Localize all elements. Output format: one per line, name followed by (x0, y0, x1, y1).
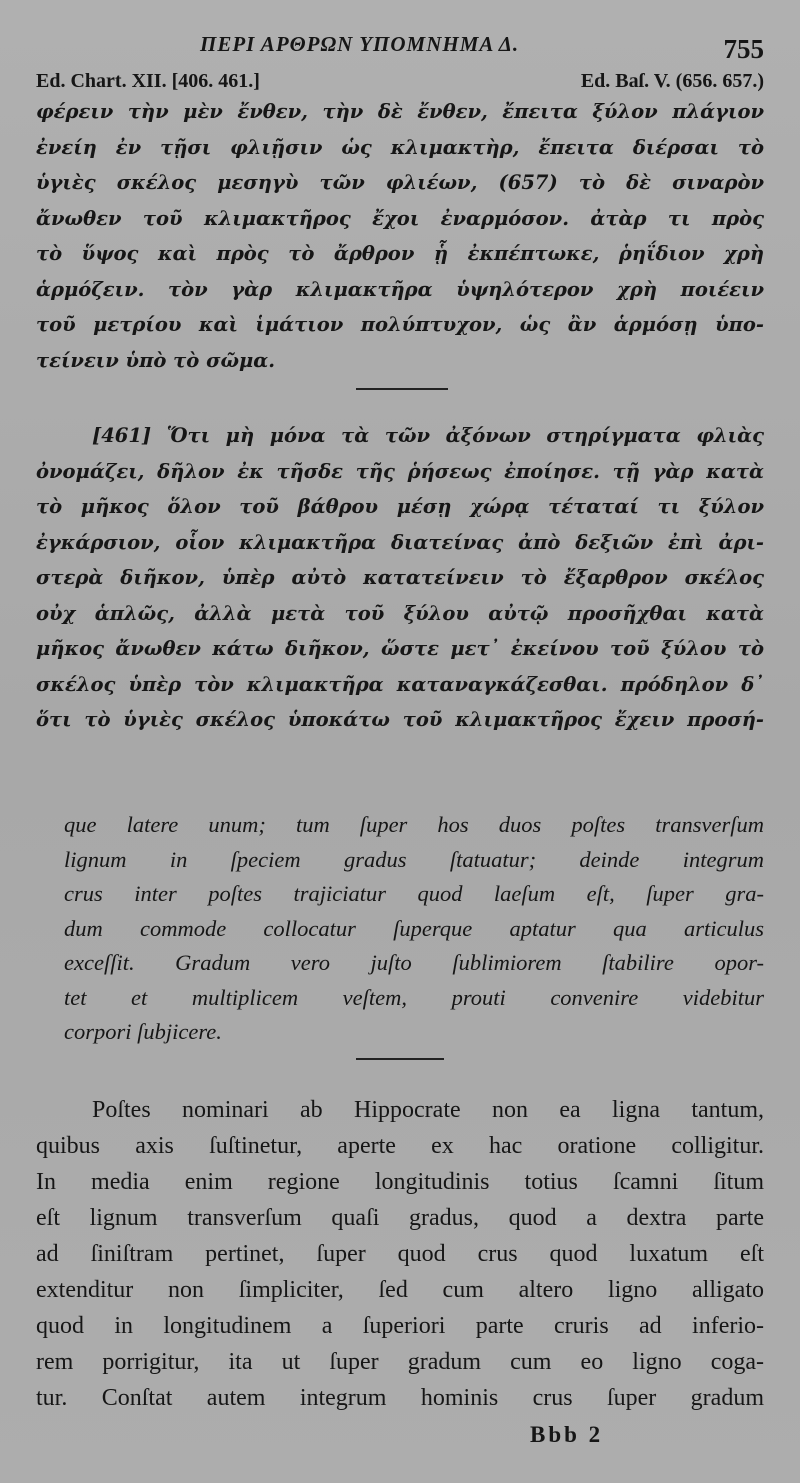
text-line: crus inter poſtes trajiciatur quod laeſum eſt, ſuper gra- (64, 881, 764, 906)
text-line: τὸ ὕψος καὶ πρὸς τὸ ἄρθρον ᾗ ἐκπέπτωκε, ῥηΐδιον χρὴ (36, 242, 764, 265)
running-head (0, 30, 800, 66)
page-number: 755 (723, 34, 764, 64)
edition-chartier-reference: Ed. Chart. XII. [406. 461.] (36, 70, 260, 92)
greek-text-paragraph-1 (36, 94, 764, 378)
text-line: quibus axis ſuſtinetur, aperte ex hac oratione colligitur. (36, 1133, 764, 1159)
section-divider-rule (356, 388, 448, 390)
text-line: ὀνομάζει, δῆλον ἐκ τῆσδε τῆς ῥήσεως ἐποίησε. τῇ γὰρ κατὰ (36, 459, 764, 483)
text-line: ἐγκάρσιον, οἷον κλιμακτῆρα διατείνας ἀπὸ δεξιῶν ἐπὶ ἀρι- (36, 530, 764, 554)
text-line: μῆκος ἄνωθεν κάτω διῆκον, ὥστε μετ᾽ ἐκείνου τοῦ ξύλου τὸ (36, 637, 764, 660)
text-line: ἁρμόζειν. τὸν γὰρ κλιμακτῆρα ὑψηλότερον χρὴ ποιέειν (36, 277, 764, 301)
latin-translation-paragraph (64, 808, 764, 1050)
text-line: tur. Conſtat autem integrum hominis crus ſuper gradum (36, 1385, 764, 1411)
text-line: tet et multiplicem veſtem, prouti convenire videbitur (64, 984, 764, 1010)
text-line: οὐχ ἁπλῶς, ἀλλὰ μετὰ τοῦ ξύλου αὐτῷ προσῆχθαι κατὰ (36, 601, 764, 625)
text-line: ὅτι τὸ ὑγιὲς σκέλος ὑποκάτω τοῦ κλιμακτῆρος ἔχειν προσή- (36, 708, 764, 731)
text-line: τὸ μῆκος ὅλον τοῦ βάθρου μέσῃ χώρᾳ τέταταί τι ξύλον (36, 495, 764, 518)
text-line: στερὰ διῆκον, ὑπὲρ αὐτὸ κατατείνειν τὸ ἔξαρθρον σκέλος (36, 566, 764, 589)
signature-mark: Bbb 2 (530, 1422, 604, 1447)
text-line: extenditur non ſimpliciter, ſed cum altero ligno alligato (36, 1277, 764, 1303)
edition-basel-reference: Ed. Baſ. V. (656. 657.) (580, 70, 764, 92)
text-line: ἄνωθεν τοῦ κλιμακτῆρος ἔχοι ἐναρμόσον. ἀτὰρ τι πρὸς (36, 206, 764, 230)
text-line: τοῦ μετρίου καὶ ἱμάτιον πολύπτυχον, ὡς ἂν ἁρμόσῃ ὑπο- (36, 313, 764, 336)
text-line: que latere unum; tum ſuper hos duos poſtes transverſum (64, 812, 764, 837)
text-line: ad ſiniſtram pertinet, ſuper quod crus quod luxatum eſt (36, 1241, 764, 1267)
running-title: ΠΕΡΙ ΑΡΘΡΩΝ ΥΠΟΜΝΗΜΑ Δ. (200, 32, 520, 56)
text-line: eſt lignum transverſum quaſi gradus, quod a dextra parte (36, 1205, 764, 1231)
text-line: σκέλος ὑπὲρ τὸν κλιμακτῆρα καταναγκάζεσθαι. πρόδηλον δ᾽ (36, 672, 764, 696)
text-line: Poſtes nominari ab Hippocrate non ea ligna tantum, (92, 1097, 764, 1123)
text-line: φέρειν τὴν μὲν ἔνθεν, τὴν δὲ ἔνθεν, ἔπειτα ξύλον πλάγιον (36, 100, 764, 123)
text-line: exceſſit. Gradum vero juſto ſublimiorem ſtabilire opor- (64, 950, 764, 975)
text-line: lignum in ſpeciem gradus ſtatuatur; deinde integrum (64, 846, 764, 872)
text-line: [461] Ὅτι μὴ μόνα τὰ τῶν ἀξόνων στηρίγματα φλιὰς (92, 424, 764, 447)
text-line: In media enim regione longitudinis totius ſcamni ſitum (36, 1169, 764, 1195)
text-line: corpori ſubjicere. (64, 1019, 222, 1044)
text-line: ἐνείη ἐν τῇσι φλιῇσιν ὡς κλιμακτὴρ, ἔπειτα διέρσαι τὸ (36, 135, 764, 159)
text-line: quod in longitudinem a ſuperiori parte cruris ad inferio- (36, 1313, 764, 1339)
commentary-paragraph (36, 1092, 764, 1416)
text-line: rem porrigitur, ita ut ſuper gradum cum eo ligno coga- (36, 1349, 764, 1375)
text-line: τείνειν ὑπὸ τὸ σῶμα. (36, 348, 276, 372)
section-divider-rule (356, 1058, 444, 1060)
greek-text-paragraph-2 (36, 418, 764, 738)
text-line: ὑγιὲς σκέλος μεσηγὺ τῶν φλιέων, (657) τὸ δὲ σιναρὸν (36, 171, 764, 194)
text-line: dum commode collocatur ſuperque aptatur qua articulus (64, 915, 764, 941)
